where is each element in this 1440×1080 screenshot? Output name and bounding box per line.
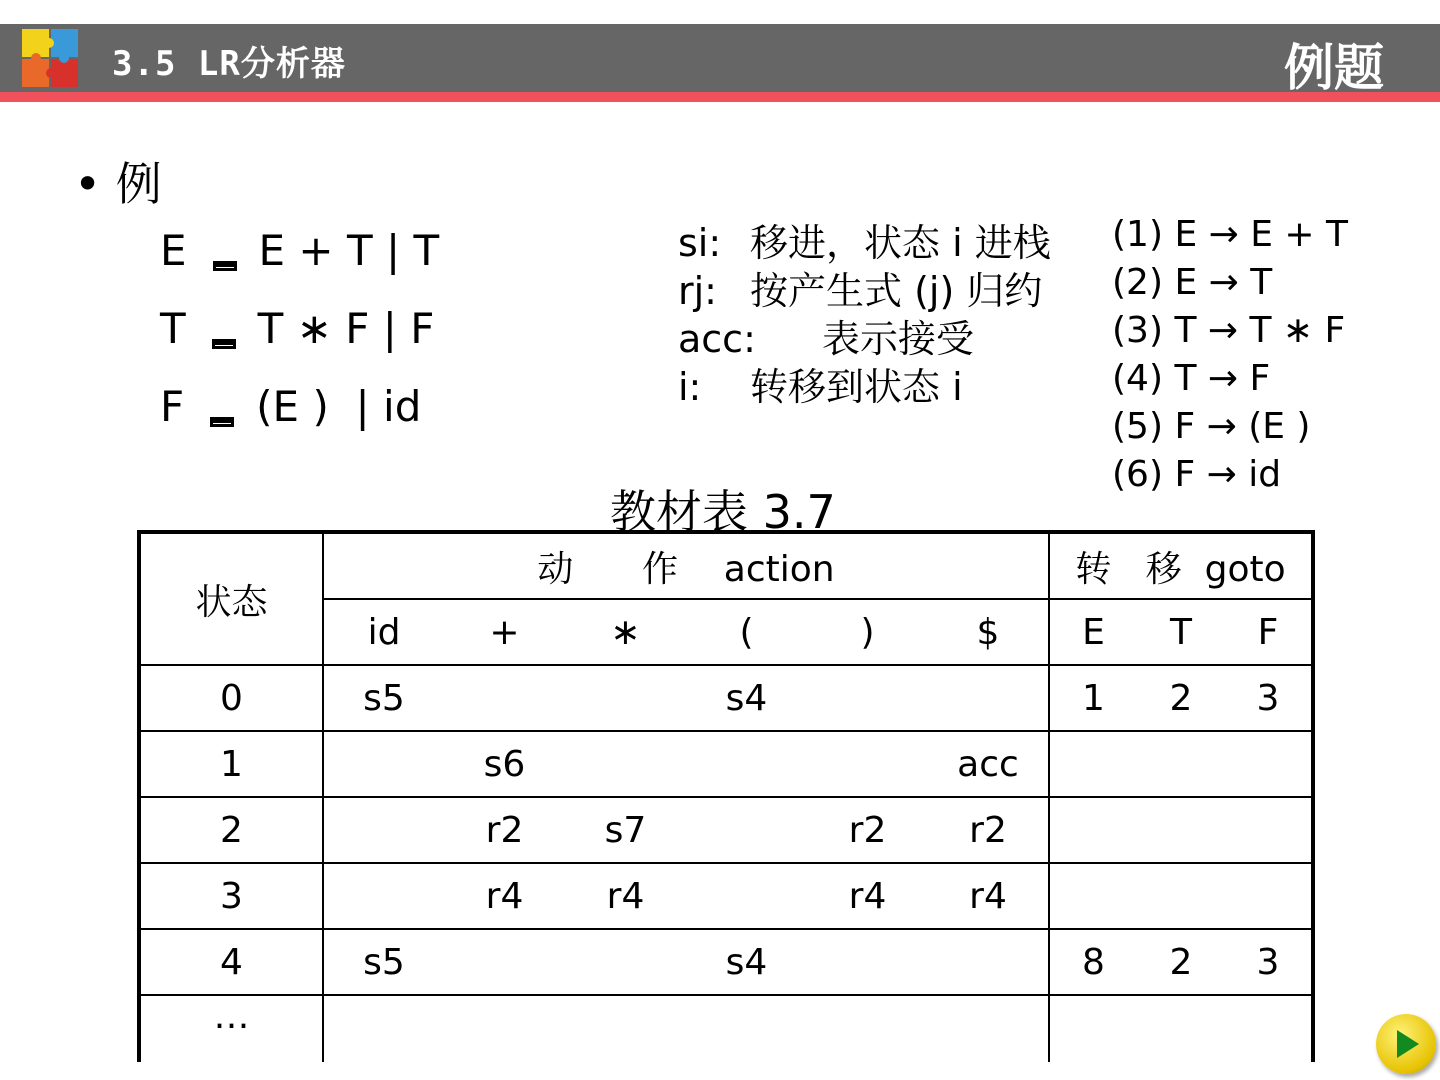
action-cell xyxy=(807,995,928,1062)
col-header: $ xyxy=(928,599,1049,665)
col-header: ) xyxy=(807,599,928,665)
col-header: + xyxy=(444,599,565,665)
col-header: E xyxy=(1049,599,1137,665)
grammar-rhs: E + T | T xyxy=(258,226,440,275)
production-2: (2) E → T xyxy=(1112,262,1273,303)
action-cell: s6 xyxy=(444,731,565,797)
grammar-rule-t xyxy=(160,304,434,353)
action-cell xyxy=(565,665,686,731)
table-row xyxy=(139,995,1313,1062)
arrow-symbol-icon xyxy=(212,339,236,349)
action-cell xyxy=(686,995,807,1062)
action-cell xyxy=(686,797,807,863)
col-header: T xyxy=(1137,599,1225,665)
goto-cell xyxy=(1225,797,1313,863)
action-cell xyxy=(565,731,686,797)
state-cell: 4 xyxy=(139,929,323,995)
goto-cell: 3 xyxy=(1225,929,1313,995)
header-underline xyxy=(0,92,1440,102)
action-cell: s5 xyxy=(323,929,444,995)
production-5: (5) F → (E ) xyxy=(1112,406,1311,447)
bullet-example: • 例 xyxy=(74,157,162,211)
next-slide-button[interactable] xyxy=(1376,1014,1436,1074)
goto-cell xyxy=(1137,731,1225,797)
action-cell xyxy=(323,863,444,929)
action-cell xyxy=(686,863,807,929)
action-cell xyxy=(444,929,565,995)
table-caption: 教材表 3.7 xyxy=(610,485,836,539)
action-cell xyxy=(565,995,686,1062)
goto-cell xyxy=(1049,797,1137,863)
col-header: ( xyxy=(686,599,807,665)
action-cell xyxy=(323,797,444,863)
col-header: ∗ xyxy=(565,599,686,665)
action-cell xyxy=(807,731,928,797)
col-header: id xyxy=(323,599,444,665)
grammar-rule-e xyxy=(160,226,439,275)
action-cell xyxy=(807,929,928,995)
table-row xyxy=(139,929,1313,995)
goto-cell: 2 xyxy=(1137,665,1225,731)
legend-reduce: rj: 按产生式 (j) 归约 xyxy=(678,269,1043,313)
action-cell: r4 xyxy=(807,863,928,929)
action-header: 动 作 action xyxy=(323,532,1049,599)
production-6: (6) F → id xyxy=(1112,454,1282,495)
production-1: (1) E → E + T xyxy=(1112,214,1349,255)
action-cell xyxy=(444,665,565,731)
lr-parse-table xyxy=(137,530,1315,1062)
goto-header: 转 移 goto xyxy=(1049,532,1313,599)
legend-accept: acc: 表示接受 xyxy=(678,317,975,361)
arrow-symbol-icon xyxy=(210,417,234,427)
action-cell xyxy=(928,929,1049,995)
action-cell: r2 xyxy=(444,797,565,863)
table-row xyxy=(139,797,1313,863)
state-cell: 1 xyxy=(139,731,323,797)
grammar-rhs: T ∗ F | F xyxy=(257,304,435,353)
state-cell: 2 xyxy=(139,797,323,863)
state-cell: 0 xyxy=(139,665,323,731)
goto-cell xyxy=(1225,863,1313,929)
col-header: F xyxy=(1225,599,1313,665)
goto-cell xyxy=(1049,995,1137,1062)
action-cell xyxy=(807,665,928,731)
grammar-rhs: (E ) | id xyxy=(256,382,422,431)
legend-goto: i: 转移到状态 i xyxy=(678,365,963,409)
action-cell: r2 xyxy=(807,797,928,863)
state-cell: … xyxy=(139,995,323,1062)
action-cell: r4 xyxy=(928,863,1049,929)
action-cell: s4 xyxy=(686,665,807,731)
goto-cell: 2 xyxy=(1137,929,1225,995)
bullet-text: 例 xyxy=(115,157,162,211)
goto-cell xyxy=(1225,995,1313,1062)
action-cell: r2 xyxy=(928,797,1049,863)
goto-cell xyxy=(1049,731,1137,797)
action-cell: acc xyxy=(928,731,1049,797)
table-row xyxy=(139,863,1313,929)
action-cell xyxy=(323,731,444,797)
action-cell xyxy=(444,995,565,1062)
table-row xyxy=(139,665,1313,731)
goto-cell: 3 xyxy=(1225,665,1313,731)
play-arrow-icon xyxy=(1397,1030,1419,1058)
grammar-lhs: T xyxy=(160,304,186,353)
goto-cell xyxy=(1049,863,1137,929)
arrow-symbol-icon xyxy=(213,261,237,271)
goto-cell xyxy=(1137,995,1225,1062)
goto-cell: 1 xyxy=(1049,665,1137,731)
production-3: (3) T → T ∗ F xyxy=(1112,310,1346,351)
goto-cell xyxy=(1225,731,1313,797)
action-cell xyxy=(928,995,1049,1062)
grammar-lhs: E xyxy=(160,226,187,275)
goto-cell: 8 xyxy=(1049,929,1137,995)
action-cell xyxy=(686,731,807,797)
goto-cell xyxy=(1137,797,1225,863)
legend-shift: si: 移进，状态 i 进栈 xyxy=(678,221,1051,265)
action-cell xyxy=(928,665,1049,731)
table-body xyxy=(139,665,1313,1062)
section-label: 例题 xyxy=(1284,39,1384,97)
action-cell: s4 xyxy=(686,929,807,995)
puzzle-logo-icon xyxy=(22,29,78,87)
action-cell: r4 xyxy=(444,863,565,929)
action-cell: s5 xyxy=(323,665,444,731)
action-cell: s7 xyxy=(565,797,686,863)
action-cell xyxy=(565,929,686,995)
action-cell xyxy=(323,995,444,1062)
grammar-lhs: F xyxy=(160,382,185,431)
action-cell: r4 xyxy=(565,863,686,929)
goto-cell xyxy=(1137,863,1225,929)
state-cell: 3 xyxy=(139,863,323,929)
table-row xyxy=(139,731,1313,797)
production-4: (4) T → F xyxy=(1112,358,1271,399)
grammar-rule-f xyxy=(160,382,421,431)
page-title: 3.5 LR分析器 xyxy=(112,44,346,84)
state-header: 状态 xyxy=(139,532,323,665)
